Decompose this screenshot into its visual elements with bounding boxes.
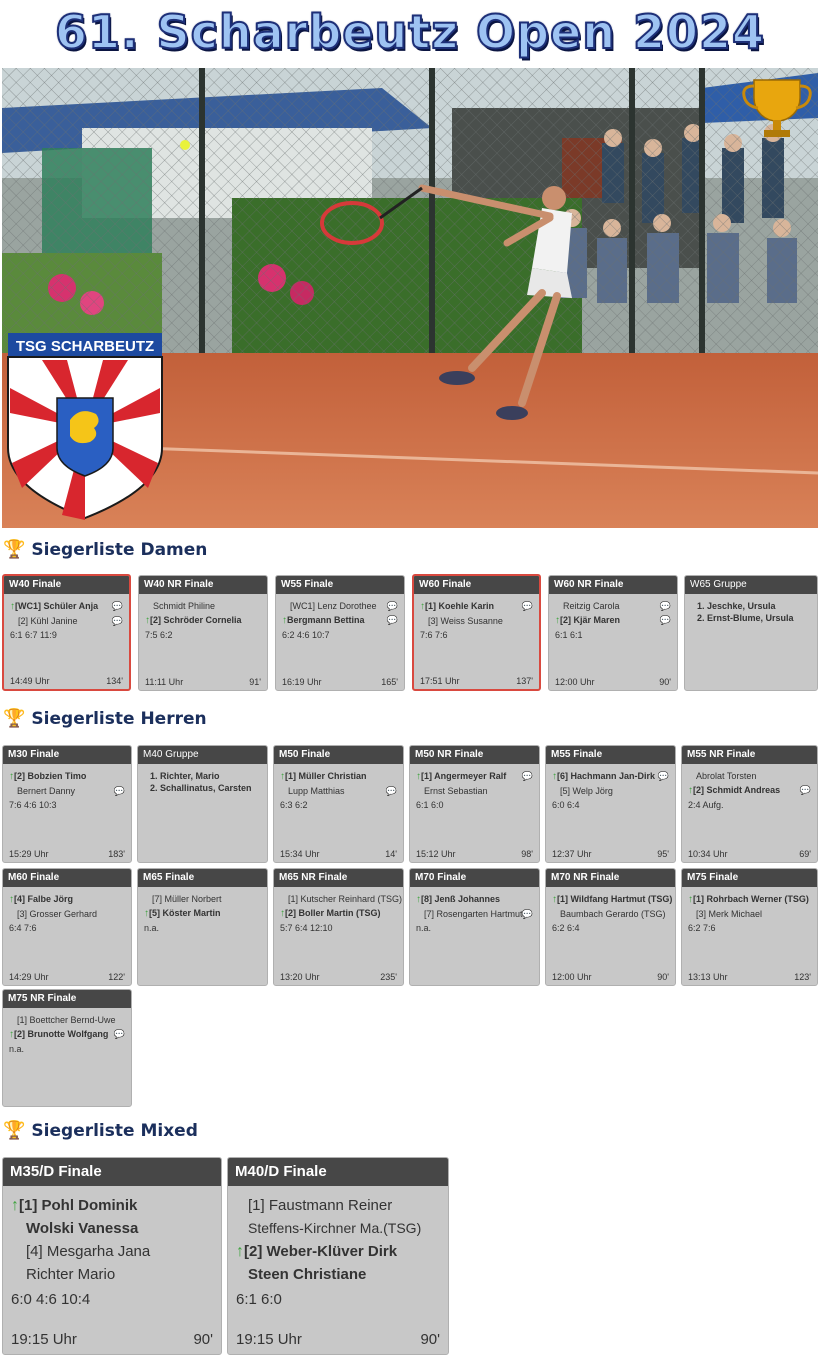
winner-row [274, 906, 403, 921]
result-card-m40d-finale[interactable] [227, 1157, 449, 1355]
player-name: [1] Wildfang Hartmut (TSG) [557, 894, 673, 904]
result-card-w40-nr-finale[interactable] [138, 575, 268, 691]
card-title: M65 NR Finale [274, 869, 403, 887]
card-title: W40 NR Finale [139, 576, 267, 594]
winner-arrow-icon: ↑ [11, 1197, 19, 1214]
winner-row [276, 613, 404, 628]
match-time: 16:19 Uhr [282, 677, 322, 687]
loser-row [4, 614, 129, 628]
card-title: W60 Finale [414, 576, 539, 594]
match-duration: 134' [106, 676, 123, 686]
match-duration: 137' [516, 676, 533, 686]
winner-arrow-icon: ↑ [280, 908, 285, 919]
comment-icon[interactable]: 💬 [385, 786, 397, 796]
comment-icon[interactable]: 💬 [657, 771, 669, 781]
player-name: [3] Weiss Susanne [428, 616, 503, 626]
card-title: M65 Finale [138, 869, 267, 887]
winner-row [228, 1240, 448, 1263]
comment-icon[interactable]: 💬 [113, 786, 125, 796]
match-time: 12:37 Uhr [552, 849, 592, 859]
match-duration: 165' [381, 677, 398, 687]
group-rank-1: 1. Richter, Mario [150, 771, 220, 781]
winner-row [3, 1027, 131, 1042]
score: 6:2 7:6 [688, 923, 716, 933]
card-title: M70 Finale [410, 869, 539, 887]
player-name: Baumbach Gerardo (TSG) [560, 909, 666, 919]
player-name: [2] Weber-Klüver Dirk [244, 1243, 398, 1260]
score: 6:4 7:6 [9, 923, 37, 933]
winner-arrow-icon: ↑ [236, 1243, 244, 1260]
comment-icon[interactable]: 💬 [386, 615, 398, 625]
player-name: [2] Bobzien Timo [14, 771, 87, 781]
trophy-icon: 🏆 [3, 539, 26, 559]
score: 6:1 6:0 [416, 800, 444, 810]
hero-photo [2, 68, 818, 528]
player-name: Richter Mario [26, 1266, 116, 1283]
player-name: [2] Kjär Maren [560, 615, 621, 625]
score: 6:1 6:7 11:9 [10, 630, 57, 640]
score: 5:7 6:4 12:10 [280, 923, 333, 933]
loser-row [410, 784, 539, 798]
match-time: 13:20 Uhr [280, 972, 320, 982]
comment-icon[interactable]: 💬 [386, 601, 398, 611]
section-damen-heading [3, 539, 207, 560]
group-rank-1: 1. Jeschke, Ursula [697, 601, 776, 611]
player-name: [1] Boettcher Bernd-Uwe [17, 1015, 116, 1025]
match-time: 14:29 Uhr [9, 972, 49, 982]
trophy-icon: 🏆 [3, 708, 26, 728]
result-card-m35d-finale[interactable] [2, 1157, 222, 1355]
match-time: 12:00 Uhr [555, 677, 595, 687]
loser-row [3, 1240, 221, 1263]
player-name: Bernert Danny [17, 786, 76, 796]
player-name: [1] Rohrbach Werner (TSG) [693, 894, 809, 904]
match-duration: 123' [794, 972, 811, 982]
card-title: M60 Finale [3, 869, 131, 887]
score: 6:2 4:6 10:7 [282, 630, 330, 640]
winner-arrow-icon: ↑ [282, 615, 287, 626]
section-mixed-title: Siegerliste Mixed [31, 1120, 198, 1141]
match-duration: 235' [380, 972, 397, 982]
match-duration: 90' [657, 972, 669, 982]
player-name: [2] Boller Martin (TSG) [285, 908, 381, 918]
score: 6:0 6:4 [552, 800, 580, 810]
player-name: Wolski Vanessa [26, 1220, 139, 1237]
winner-arrow-icon: ↑ [552, 894, 557, 905]
winner-arrow-icon: ↑ [552, 771, 557, 782]
winner-row [410, 892, 539, 907]
winner-row [549, 613, 677, 628]
winner-row [414, 599, 539, 614]
winner-row [546, 892, 675, 907]
tennis-photo-illustration [2, 68, 818, 528]
winner-row-partner [228, 1263, 448, 1286]
card-title: M35/D Finale [3, 1158, 221, 1186]
winner-row [3, 769, 131, 784]
result-card-m50-finale[interactable] [273, 745, 404, 863]
player-name: Steen Christiane [248, 1266, 367, 1283]
comment-icon[interactable]: 💬 [521, 909, 533, 919]
comment-icon[interactable]: 💬 [521, 771, 533, 781]
winner-arrow-icon: ↑ [416, 771, 421, 782]
match-duration: 69' [799, 849, 811, 859]
winner-arrow-icon: ↑ [144, 908, 149, 919]
score: 7:6 4:6 10:3 [9, 800, 57, 810]
group-rank-2: 2. Schallinatus, Carsten [150, 783, 252, 793]
result-card-m60-finale[interactable] [2, 868, 132, 986]
score: 7:6 7:6 [420, 630, 448, 640]
winner-arrow-icon: ↑ [9, 1029, 14, 1040]
winner-arrow-icon: ↑ [420, 601, 425, 612]
card-title: M55 Finale [546, 746, 675, 764]
loser-row [139, 599, 267, 613]
loser-row [274, 784, 403, 798]
player-name: Schmidt Philine [153, 601, 216, 611]
score: n.a. [9, 1044, 25, 1054]
result-card-m65-nr-finale[interactable] [273, 868, 404, 986]
loser-row [410, 907, 539, 921]
result-card-m30-finale[interactable] [2, 745, 132, 863]
score: 7:5 6:2 [145, 630, 173, 640]
comment-icon[interactable]: 💬 [111, 616, 123, 626]
result-card-w40-finale[interactable] [2, 574, 131, 691]
section-mixed-heading [3, 1120, 198, 1141]
player-name: [8] Jenß Johannes [421, 894, 501, 904]
match-duration: 90' [193, 1331, 213, 1348]
player-name: Abrolat Torsten [696, 771, 757, 781]
player-name: [1] Faustmann Reiner [248, 1197, 393, 1214]
result-card-w60-finale[interactable] [412, 574, 541, 691]
card-title: M70 NR Finale [546, 869, 675, 887]
loser-row [274, 892, 403, 906]
comment-icon[interactable]: 💬 [521, 601, 533, 611]
comment-icon[interactable]: 💬 [111, 601, 123, 611]
card-title: M40/D Finale [228, 1158, 448, 1186]
player-name: [WC1] Schüler Anja [15, 601, 99, 611]
match-duration: 91' [249, 677, 261, 687]
player-name: [6] Hachmann Jan-Dirk [557, 771, 656, 781]
winner-arrow-icon: ↑ [145, 615, 150, 626]
loser-row [138, 892, 267, 906]
player-name: [1] Kutscher Reinhard (TSG) [288, 894, 403, 904]
match-time: 11:11 Uhr [145, 677, 184, 687]
title-banner [0, 0, 820, 64]
winner-row [139, 613, 267, 628]
card-title: M40 Gruppe [138, 746, 267, 764]
match-time: 13:13 Uhr [688, 972, 728, 982]
result-card-m75-finale[interactable] [681, 868, 818, 986]
card-title: W40 Finale [4, 576, 129, 594]
winner-row-partner [3, 1217, 221, 1240]
player-name: [5] Köster Martin [149, 908, 221, 918]
card-title: W55 Finale [276, 576, 404, 594]
score: 6:1 6:0 [236, 1291, 282, 1308]
match-time: 17:51 Uhr [420, 676, 460, 686]
card-title: M75 NR Finale [3, 990, 131, 1008]
player-name: [2] Schröder Cornelia [150, 615, 242, 625]
winner-row [546, 769, 675, 784]
winner-arrow-icon: ↑ [280, 771, 285, 782]
player-name: [7] Müller Norbert [152, 894, 222, 904]
player-name: [5] Welp Jörg [560, 786, 613, 796]
loser-row [682, 769, 817, 783]
player-name: Bergmann Bettina [287, 615, 365, 625]
winner-row [3, 1194, 221, 1217]
section-damen-title: Siegerliste Damen [31, 539, 208, 560]
loser-row [276, 599, 404, 613]
score: 2:4 Aufg. [688, 800, 724, 810]
loser-row [546, 784, 675, 798]
result-card-w60-nr-finale[interactable] [548, 575, 678, 691]
player-name: Reitzig Carola [563, 601, 620, 611]
winner-arrow-icon: ↑ [688, 785, 693, 796]
result-card-m75-nr-finale[interactable] [2, 989, 132, 1107]
result-card-w55-finale[interactable] [275, 575, 405, 691]
match-time: 19:15 Uhr [11, 1331, 77, 1348]
player-name: Ernst Sebastian [424, 786, 488, 796]
score: 6:3 6:2 [280, 800, 308, 810]
match-duration: 90' [659, 677, 671, 687]
match-duration: 183' [108, 849, 125, 859]
match-duration: 122' [108, 972, 125, 982]
player-name: [4] Falbe Jörg [14, 894, 74, 904]
loser-row [546, 907, 675, 921]
player-name: Lupp Matthias [288, 786, 345, 796]
score: 6:0 4:6 10:4 [11, 1291, 91, 1308]
player-name: [7] Rosengarten Hartmut [424, 909, 523, 919]
result-card-m40-gruppe[interactable] [137, 745, 268, 863]
card-title: M50 Finale [274, 746, 403, 764]
player-name: [1] Angermeyer Ralf [421, 771, 507, 781]
winner-arrow-icon: ↑ [555, 615, 560, 626]
result-card-w65-gruppe[interactable] [684, 575, 818, 691]
winner-row [4, 599, 129, 614]
match-time: 14:49 Uhr [10, 676, 50, 686]
match-duration: 14' [385, 849, 397, 859]
player-name: [1] Müller Christian [285, 771, 367, 781]
match-duration: 90' [420, 1331, 440, 1348]
page-title: 61. Scharbeutz Open 2024 [54, 5, 766, 59]
player-name: [2] Schmidt Andreas [693, 785, 781, 795]
player-name: [4] Mesgarha Jana [26, 1243, 151, 1260]
score: 6:2 6:4 [552, 923, 580, 933]
winner-row [682, 892, 817, 907]
winner-arrow-icon: ↑ [416, 894, 421, 905]
match-time: 12:00 Uhr [552, 972, 592, 982]
result-card-m70-nr-finale[interactable] [545, 868, 676, 986]
winner-arrow-icon: ↑ [9, 894, 14, 905]
result-card-m70-finale[interactable] [409, 868, 540, 986]
section-herren-heading [3, 708, 207, 729]
card-title: M30 Finale [3, 746, 131, 764]
card-title: W60 NR Finale [549, 576, 677, 594]
winner-arrow-icon: ↑ [10, 601, 15, 612]
trophy-icon: 🏆 [3, 1120, 26, 1140]
card-title: M55 NR Finale [682, 746, 817, 764]
score: n.a. [144, 923, 160, 933]
player-name: [1] Koehle Karin [425, 601, 495, 611]
result-card-m55-nr-finale[interactable] [681, 745, 818, 863]
winner-row [682, 783, 817, 798]
winner-arrow-icon: ↑ [9, 771, 14, 782]
loser-row [549, 599, 677, 613]
loser-row [682, 907, 817, 921]
match-time: 19:15 Uhr [236, 1331, 302, 1348]
card-title: W65 Gruppe [685, 576, 817, 594]
player-name: [3] Grosser Gerhard [17, 909, 98, 919]
match-time: 15:29 Uhr [9, 849, 49, 859]
match-time: 15:12 Uhr [416, 849, 456, 859]
club-logo-text: TSG SCHARBEUTZ [15, 338, 155, 355]
player-name: [2] Brunotte Wolfgang [14, 1029, 109, 1039]
loser-row [228, 1194, 448, 1217]
match-duration: 95' [657, 849, 669, 859]
loser-row [3, 907, 131, 921]
player-name: [WC1] Lenz Dorothee [290, 601, 377, 611]
winner-row [410, 769, 539, 784]
loser-row [3, 1013, 131, 1027]
winner-row [138, 906, 267, 921]
match-time: 15:34 Uhr [280, 849, 320, 859]
loser-row [3, 784, 131, 798]
winner-row [3, 892, 131, 907]
comment-icon[interactable]: 💬 [659, 601, 671, 611]
result-card-m55-finale[interactable] [545, 745, 676, 863]
score: 6:1 6:1 [555, 630, 583, 640]
score: n.a. [416, 923, 432, 933]
player-name: [2] Kühl Janine [18, 616, 78, 626]
comment-icon[interactable]: 💬 [659, 615, 671, 625]
result-card-m65-finale[interactable] [137, 868, 268, 986]
group-rank-2: 2. Ernst-Blume, Ursula [697, 613, 794, 623]
result-card-m50-nr-finale[interactable] [409, 745, 540, 863]
loser-row-partner [228, 1217, 448, 1240]
comment-icon[interactable]: 💬 [113, 1029, 125, 1039]
card-title: M75 Finale [682, 869, 817, 887]
card-title: M50 NR Finale [410, 746, 539, 764]
winner-row [274, 769, 403, 784]
player-name: Steffens-Kirchner Ma.(TSG) [248, 1220, 422, 1236]
comment-icon[interactable]: 💬 [799, 785, 811, 795]
match-time: 10:34 Uhr [688, 849, 728, 859]
player-name: [3] Merk Michael [696, 909, 763, 919]
section-herren-title: Siegerliste Herren [31, 708, 207, 729]
match-duration: 98' [521, 849, 533, 859]
player-name: [1] Pohl Dominik [19, 1197, 138, 1214]
winner-arrow-icon: ↑ [688, 894, 693, 905]
loser-row [414, 614, 539, 628]
loser-row-partner [3, 1263, 221, 1286]
